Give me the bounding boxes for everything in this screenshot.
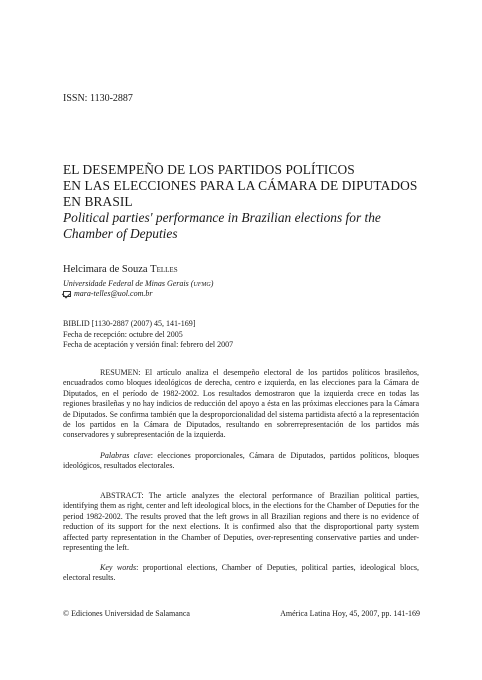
resumen-paragraph (63, 368, 419, 441)
affiliation-abbr: ufmg (193, 279, 211, 288)
author-surname: Telles (150, 264, 178, 275)
palabras-clave-paragraph (63, 451, 419, 472)
biblid-block (63, 319, 233, 351)
palabras-clave-text: : elecciones proporcionales, Cámara de Diputados, partidos políticos, bloques ideológicos, resultados electorales. (63, 451, 419, 471)
article-title (63, 162, 423, 210)
author-given-name: Helcimara de Souza (63, 264, 151, 275)
email-address[interactable]: mara-telles@uol.com.br (74, 289, 153, 298)
affiliation-text: Universidade Federal de Minas Gerais ( (63, 279, 194, 288)
keywords-label: Key words (100, 563, 137, 572)
envelope-icon (63, 291, 71, 297)
palabras-clave-label: Palabras clave (100, 451, 151, 460)
footer-citation: América Latina Hoy, 45, 2007, pp. 141-169 (280, 609, 420, 618)
issn-line: ISSN: 1130-2887 (63, 93, 133, 104)
abstract-text: ABSTRACT: The article analyzes the electoral performance of Brazilian political parties, identifying them as right, center and left ideological blocs, in the elections for the Chamber of Deputies for the period 1982-2002. The results proved that the left grows in all Brazilian regions and there is no evidence of reduction of its support for the next elections. It is confirmed also that the disproportional party system affected party representation in the Chamber of Deputies, over-representing conservative parties and under-representing the left. (63, 491, 419, 553)
biblid-line: BIBLID [1130-2887 (2007) 45, 141-169] (63, 319, 196, 328)
title-line: EL DESEMPEÑO DE LOS PARTIDOS POLÍTICOS (63, 162, 355, 177)
reception-date: Fecha de recepción: octubre del 2005 (63, 329, 183, 339)
article-subtitle: Political parties' performance in Brazilian elections for the Chamber of Deputies (63, 210, 381, 241)
author-affiliation (63, 279, 213, 288)
title-line: EN LAS ELECCIONES PARA LA CÁMARA DE DIPUTADOS (63, 178, 418, 193)
abstract-paragraph (63, 491, 419, 553)
acceptance-date: Fecha de aceptación y versión final: febrero del 2007 (63, 340, 234, 349)
footer-publisher: © Ediciones Universidad de Salamanca (63, 609, 190, 618)
keywords-paragraph (63, 563, 419, 584)
resumen-text: RESUMEN: El artículo analiza el desempeño electoral de los partidos políticos brasileños, encuadrados como bloques ideológicos de derecha, centro e izquierda, en las elecciones para la Cámara de Diputados, en el período de 1982-2002. Los resultados demostraron que la izquierda crece en todas las regiones brasileñas y no hay indicios de reducción del apoyo a ésta en las próximas elecciones para la Cámara de Diputados. Se confirma también que la desproporcionalidad del sistema partidista afectó a la representación de los partidos en la Cámara de Diputados, resultando en sobrerrepresentación de los partidos más conservadores y subrepresentación de la izquierda. (63, 368, 419, 440)
title-line: EN BRASIL (63, 194, 133, 209)
keywords-text: : proportional elections, Chamber of Deputies, political parties, ideological blocs, electoral results. (63, 563, 419, 583)
author-name (63, 264, 178, 275)
author-email (63, 289, 152, 298)
affiliation-close: ) (210, 279, 214, 288)
